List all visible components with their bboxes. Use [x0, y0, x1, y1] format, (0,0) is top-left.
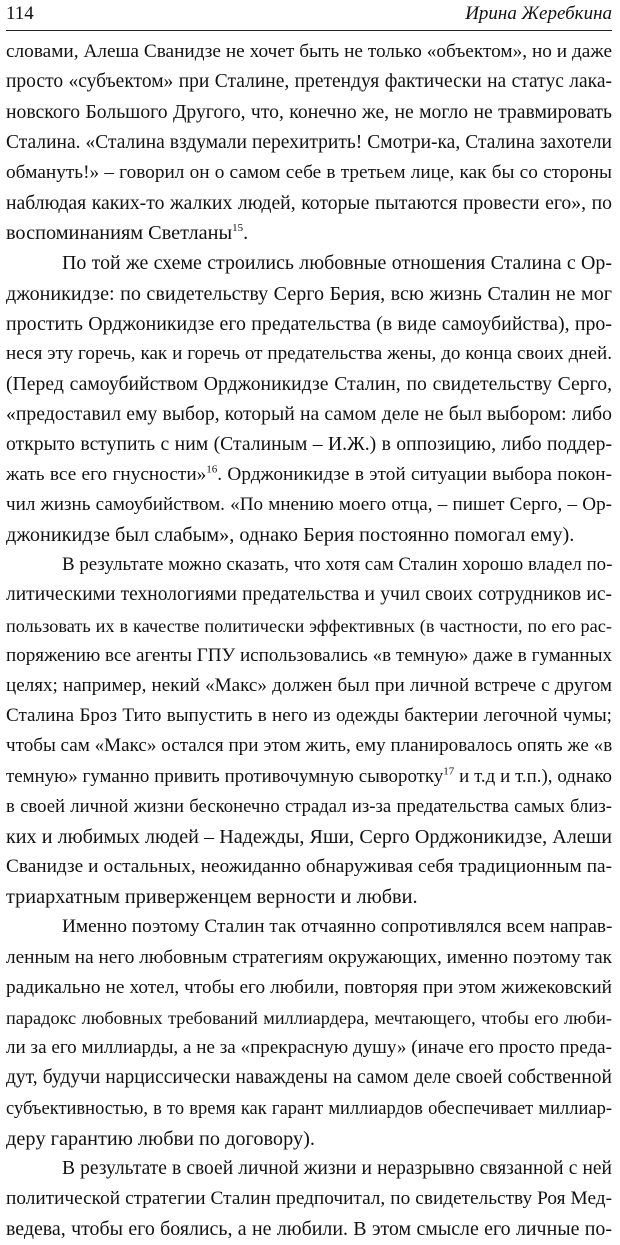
text-line-content: чтобы сам «Макс» остался при этом жить, ему планировалось опять же «в: [6, 735, 613, 757]
text-line-content: неся эту горечь, как и горечь от предательства жены, до конца своих дней.: [6, 342, 612, 364]
text-line-content: чил жизнь самоубийством. «По мнению моего отца, – пишет Серго, – Ор-: [6, 493, 612, 515]
text-line-content: радикально не хотел, чтобы его любили, повторяя при этом жижековский: [6, 976, 612, 998]
text-line-content: жать все его гнусности»: [6, 463, 207, 485]
text-line-content: По той же схеме строились любовные отношения Сталина с Ор-: [62, 252, 612, 275]
text-line-content: В результате в своей личной жизни и неразрывно связанной с ней: [62, 1157, 612, 1179]
text-line: [6, 671, 612, 701]
text-line: [6, 309, 612, 339]
text-line-content: новского Большого Другого, что, конечно же, не могло не травмировать: [6, 101, 612, 124]
text-line-content: «предоставил ему выбор, который на самом деле не был выбором: либо: [6, 403, 612, 426]
text-line: [6, 369, 612, 399]
text-line: [6, 97, 612, 127]
text-line: [6, 943, 612, 973]
text-line: [6, 1094, 612, 1124]
page-number: 114: [6, 3, 34, 24]
text-line: [6, 731, 612, 761]
text-line: [6, 490, 612, 520]
text-line: [6, 158, 612, 188]
text-line-content: обмануть!» – говорил он о самом себе в третьем лице, как бы со стороны: [6, 161, 612, 183]
text-line: [6, 399, 612, 429]
text-line-content: темную» гуманно привить противочумную сыворотку: [6, 765, 444, 787]
text-line-content: Сванидзе и остальных, неожиданно обнаруживая себя традиционным па-: [6, 856, 612, 878]
text-line: [6, 973, 612, 1003]
text-line: [6, 912, 612, 942]
text-line-content: простить Орджоникидзе его предательства (в виде самоубийства), про-: [6, 312, 612, 335]
text-line-content: политической стратегии Сталин предпочитал, по свидетельству Роя Мед-: [6, 1188, 612, 1210]
footnote-marker: 17: [443, 765, 455, 778]
text-line: [6, 279, 612, 309]
text-line: [6, 641, 612, 671]
text-line-content: просто «субъектом» при Сталине, претендуя фактически на статус лака-: [6, 71, 612, 93]
text-line: [6, 218, 612, 248]
text-line-continuation: . Орджоникидзе в этой ситуации выбора покон-: [217, 463, 612, 485]
body-text: [6, 37, 612, 1245]
text-line-content: дут, будучи нарциссически наваждены на самом деле своей собственной: [6, 1067, 612, 1089]
text-line: [6, 520, 612, 550]
text-line: [6, 67, 612, 97]
text-line: [6, 701, 612, 731]
text-line-continuation: и т.д и т.п.), однако: [454, 765, 612, 787]
text-line-content: пользовать их в качестве политически эффективных (в частности, по его рас-: [6, 615, 612, 636]
text-line: [6, 580, 612, 610]
footnote-marker: 15: [232, 222, 244, 235]
text-line: [6, 460, 612, 490]
text-line-content: Сталина. «Сталина вздумали перехитрить! Смотри-ка, Сталина захотели: [6, 131, 612, 153]
text-line-content: ленным на него любовным стратегиям окружающих, именно поэтому так: [6, 946, 613, 968]
text-line-content: парадокс любовных требований миллиардера, мечтающего, чтобы его люби-: [6, 1008, 612, 1028]
text-line: [6, 1003, 612, 1033]
text-line: [6, 1214, 612, 1244]
text-line-content: ли за его миллиарды, а не за «прекрасную душу» (иначе его просто преда-: [6, 1037, 612, 1059]
text-line: [6, 188, 612, 218]
text-line: [6, 429, 612, 459]
text-line-content: триархатным приверженцем верности и любви.: [6, 886, 418, 909]
running-head-author: Ирина Жеребкина: [465, 3, 612, 24]
text-line: [6, 550, 612, 580]
text-line-content: поряжению все агенты ГПУ использовались «в темную» даже в гуманных: [6, 644, 612, 666]
text-line-content: В результате можно сказать, что хотя сам Сталин хорошо владел по-: [62, 554, 613, 576]
text-line-content: литическими технологиями предательства и учил своих сотрудников ис-: [6, 584, 612, 606]
text-line: [6, 611, 612, 641]
page-header: [6, 0, 612, 31]
text-line: [6, 792, 612, 822]
text-line: [6, 882, 612, 912]
text-line: [6, 1154, 612, 1184]
text-line: [6, 1124, 612, 1154]
text-line-content: субъективностью, в то время как гарант миллиардов обеспечивает миллиар-: [6, 1098, 612, 1119]
text-line: [6, 822, 612, 852]
text-line-content: целях; например, некий «Макс» должен был при личной встрече с другом: [6, 674, 612, 696]
text-line-content: Сталина Броз Тито выпустить в него из одежды бактерии легочной чумы;: [6, 705, 612, 727]
text-line: [6, 852, 612, 882]
text-line: [6, 762, 612, 792]
text-line-content: наблюдая каких-то жалких людей, которые пытаются провести его», по: [6, 191, 612, 214]
text-line-content: словами, Алеша Сванидзе не хочет быть не только «объектом», но и даже: [6, 41, 612, 62]
text-line-content: открыто вступить с ним (Сталиным – И.Ж.) в оппозицию, либо поддер-: [6, 433, 612, 456]
text-line-content: джоникидзе: по свидетельству Серго Берия, всю жизнь Сталин не мог: [6, 282, 612, 305]
text-line-content: джоникидзе был слабым», однако Берия постоянно помогал ему).: [6, 524, 575, 546]
text-line-content: Именно поэтому Сталин так отчаянно сопротивлялся всем направ-: [62, 916, 613, 938]
text-line-content: ких и любимых людей – Надежды, Яши, Серго Орджоникидзе, Алеши: [6, 825, 612, 848]
text-line: [6, 1063, 612, 1093]
text-line-content: (Перед самоубийством Орджоникидзе Сталин, по свидетельству Серго,: [6, 373, 612, 396]
text-line: [6, 248, 612, 278]
text-line: [6, 339, 612, 369]
text-line-content: ведева, чтобы его боялись, а не любили. В этом смысле его личные по-: [6, 1218, 612, 1241]
text-line-continuation: .: [243, 222, 249, 245]
footnote-marker: 16: [206, 463, 218, 476]
text-line-content: в своей личной жизни бесконечно страдал из-за предательства самых близ-: [6, 795, 612, 817]
text-line: [6, 37, 612, 67]
text-line-content: дерy гарантию любви по договору).: [6, 1127, 315, 1150]
text-line: [6, 128, 612, 158]
text-line: [6, 1033, 612, 1063]
text-line: [6, 1184, 612, 1214]
text-line-content: воспоминаниям Светланы: [6, 222, 233, 245]
